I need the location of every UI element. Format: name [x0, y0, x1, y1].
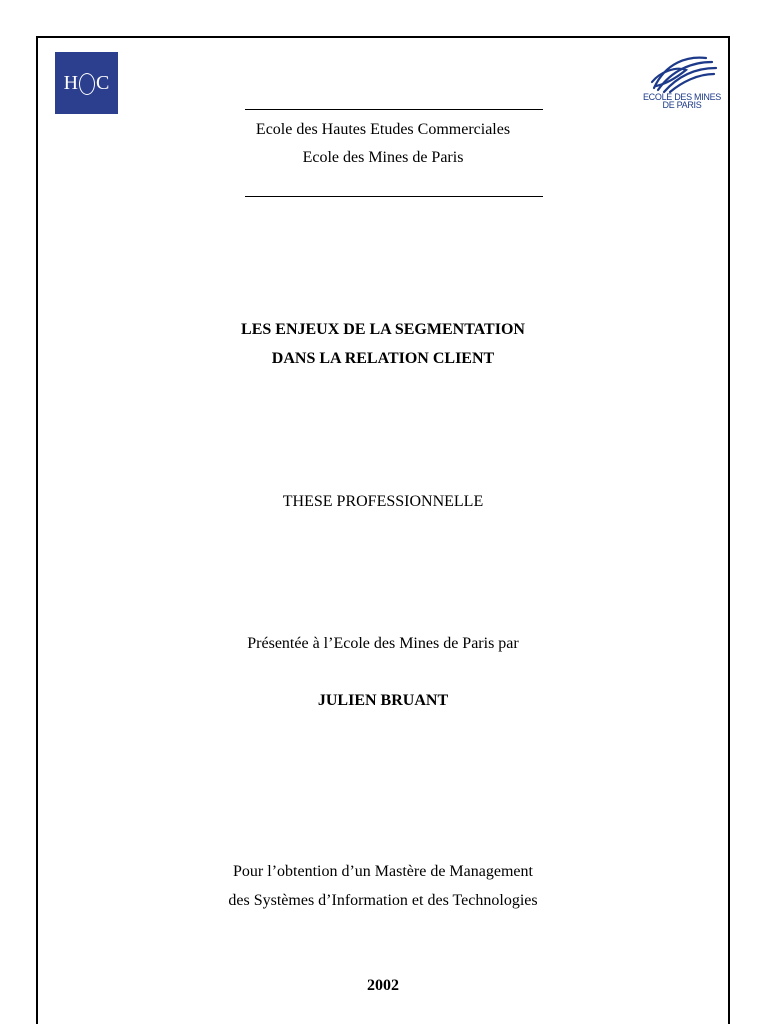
- degree-line-1: Pour l’obtention d’un Mastère de Management: [233, 863, 533, 880]
- author-name: JULIEN BRUANT: [317, 692, 449, 709]
- mines-logo-line1: ECOLE DES MINES: [642, 92, 722, 102]
- title-line-1: LES ENJEUX DE LA SEGMENTATION: [241, 321, 525, 338]
- degree-line-2: des Systèmes d’Information et des Technologies: [228, 892, 538, 909]
- mines-logo-text: [636, 93, 728, 109]
- school-line-1: Ecole des Hautes Etudes Commerciales: [255, 121, 511, 138]
- year: 2002: [367, 977, 399, 994]
- top-rule: [245, 109, 543, 110]
- presented-line: Présentée à l’Ecole des Mines de Paris par: [247, 635, 519, 652]
- school-line-2: Ecole des Mines de Paris: [302, 149, 464, 166]
- bottom-rule: [245, 196, 543, 197]
- thesis-type: THESE PROFESSIONNELLE: [282, 493, 484, 510]
- title-line-2: DANS LA RELATION CLIENT: [271, 350, 495, 367]
- wreath-icon: [79, 73, 95, 95]
- mines-logo-line2: DE PARIS: [662, 100, 702, 110]
- hec-logo: [55, 52, 118, 114]
- hec-logo-letter-h: H: [63, 71, 79, 94]
- hec-logo-letter-c: C: [96, 71, 110, 94]
